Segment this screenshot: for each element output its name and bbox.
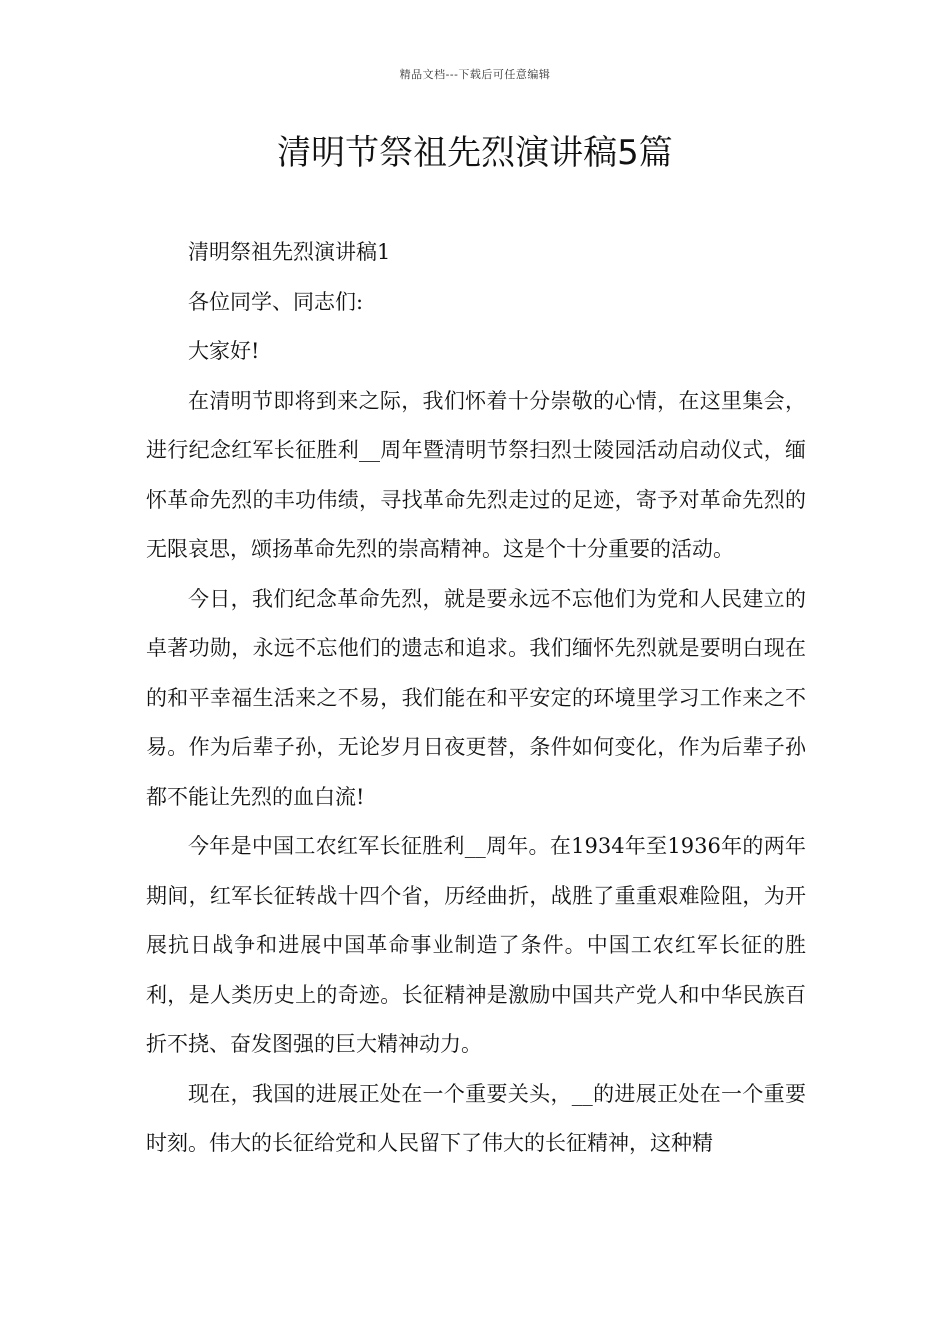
paragraph: 在清明节即将到来之际，我们怀着十分崇敬的心情，在这里集会，进行纪念红军长征胜利__周年暨清明节祭扫烈士陵园活动启动仪式，缅怀革命先烈的丰功伟绩，寻找革命先烈走过的足迹，寄予对革命先烈的无限哀思，颂扬革命先烈的崇高精神。这是个十分重要的活动。	[146, 388, 806, 561]
section-heading: 清明祭祖先烈演讲稿1	[188, 240, 391, 264]
document-body	[146, 228, 806, 1169]
paragraph: 今年是中国工农红军长征胜利__周年。在1934年至1936年的两年期间，红军长征转战十四个省，历经曲折，战胜了重重艰难险阻，为开展抗日战争和进展中国革命事业制造了条件。中国工农红军长征的胜利，是人类历史上的奇迹。长征精神是激励中国共产党人和中华民族百折不挠、奋发图强的巨大精神动力。	[146, 834, 806, 1056]
paragraph: 现在，我国的进展正处在一个重要关头，__的进展正处在一个重要时刻。伟大的长征给党和人民留下了伟大的长征精神，这种精	[146, 1081, 806, 1155]
salutation: 各位同学、同志们:	[188, 289, 364, 314]
document-title: 清明节祭祖先烈演讲稿5篇	[277, 133, 673, 173]
greeting: 大家好!	[188, 339, 260, 363]
paragraph: 今日，我们纪念革命先烈，就是要永远不忘他们为党和人民建立的卓著功勋，永远不忘他们的遗志和追求。我们缅怀先烈就是要明白现在的和平幸福生活来之不易，我们能在和平安定的环境里学习工作来之不易。作为后辈子孙，无论岁月日夜更替，条件如何变化，作为后辈子孙都不能让先烈的血白流!	[146, 586, 806, 809]
header-note: 精品文档---下载后可任意编辑	[399, 68, 551, 81]
